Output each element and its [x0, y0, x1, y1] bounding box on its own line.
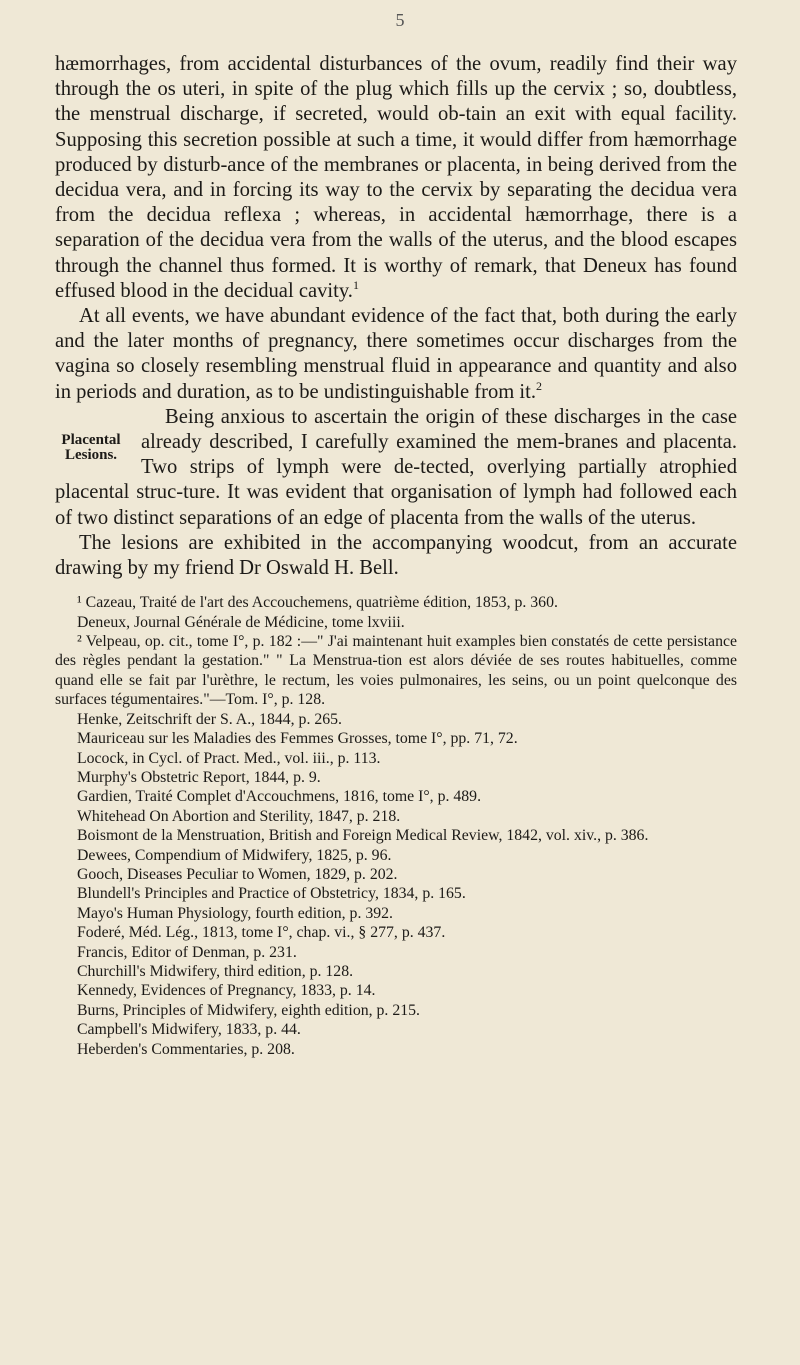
paragraph-2-text: At all events, we have abundant evidence of the fact that, both during the early and the later months of pregnancy, there sometimes occur discharges from the vagina so closely resembling menstrual fluid in appearance and quantity and also in periods and duration, as to be undistinguishable from it. — [55, 305, 737, 403]
footnote: Gardien, Traité Complet d'Accouchmens, 1816, tome I°, p. 489. — [77, 788, 482, 806]
footnote: Murphy's Obstetric Report, 1844, p. 9. — [77, 768, 321, 786]
footnote: Campbell's Midwifery, 1833, p. 44. — [77, 1021, 301, 1039]
page-number: 5 — [395, 10, 405, 30]
margin-note: Placental Lesions. — [61, 431, 121, 463]
footnote: ¹ Cazeau, Traité de l'art des Accouchemens, quatrième édition, 1853, p. 360. — [77, 594, 558, 612]
footnote: Gooch, Diseases Peculiar to Women, 1829, p. 202. — [77, 865, 398, 883]
footnote: Mayo's Human Physiology, fourth edition, p. 392. — [77, 904, 393, 922]
body-text — [55, 52, 737, 1059]
footnote-ref-1: 1 — [352, 277, 359, 292]
paragraph-1-text: hæmorrhages, from accidental disturbances of the ovum, readily find their way through the os uteri, in spite of the plug which fills up the cervix ; so, doubtless, the menstrual discharge, if secreted, would ob-tain an exit with equal facility. Supposing this secretion possible at such a time, it would differ from hæmorrhage produced by disturb-ance of the membranes or placenta, in being derived from the decidua vera, and in forcing its way to the cervix by separating the decidua vera from the decidua reflexa ; whereas, in accidental hæmorrhage, there is a separation of the decidua vera from the walls of the uterus, and the blood escapes through the channel thus formed. It is worthy of remark, that Deneux has found effused blood in the decidual cavity. — [55, 53, 737, 302]
paragraph-4: The lesions are exhibited in the accompanying woodcut, from an accurate drawing by my friend Dr Oswald H. Bell. — [55, 531, 737, 580]
paragraph-1 — [55, 52, 737, 304]
footnote: Foderé, Méd. Lég., 1813, tome I°, chap. vi., § 277, p. 437. — [77, 924, 446, 942]
footnote: Burns, Principles of Midwifery, eighth edition, p. 215. — [77, 1001, 420, 1019]
paragraph-2 — [55, 304, 737, 405]
footnote: ² Velpeau, op. cit., tome I°, p. 182 :—" J'ai maintenant huit examples bien constatés de cette persistance des règles pendant la gestation." " La Menstrua-tion est alors déviée de ses routes habituelles, comme quand elle se fait par l'urèthre, le rectum, les voies pulmonaires, les seins, ou un point quelconque des surfaces tégumentaires."—Tom. I°, p. 128. — [55, 633, 737, 709]
footnote: Blundell's Principles and Practice of Obstetricy, 1834, p. 165. — [77, 885, 466, 903]
paragraph-3: Being anxious to ascertain the origin of these discharges in the case already described, I carefully examined the mem-branes and placenta. Two strips of lymph were de-tected, overlying partially atrophied placental struc-ture. It was evident that organisation of lymph had followed each of two distinct separations of an edge of placenta from the walls of the uterus. — [55, 405, 737, 529]
footnote: Dewees, Compendium of Midwifery, 1825, p. 96. — [77, 846, 392, 864]
footnote: Deneux, Journal Générale de Médicine, tome lxviii. — [77, 613, 405, 631]
footnote: Mauriceau sur les Maladies des Femmes Grosses, tome I°, pp. 71, 72. — [77, 730, 518, 748]
footnotes — [55, 593, 737, 1059]
footnote: Whitehead On Abortion and Sterility, 1847, p. 218. — [77, 807, 401, 825]
footnote: Kennedy, Evidences of Pregnancy, 1833, p. 14. — [77, 982, 376, 1000]
footnote: Heberden's Commentaries, p. 208. — [77, 1040, 295, 1058]
footnote: Francis, Editor of Denman, p. 231. — [77, 943, 297, 961]
paragraph-3-wrap — [55, 405, 737, 531]
footnote-ref-2: 2 — [536, 378, 543, 393]
footnote: Henke, Zeitschrift der S. A., 1844, p. 265. — [77, 710, 342, 728]
footnote: Churchill's Midwifery, third edition, p. 128. — [77, 962, 354, 980]
footnote: Boismont de la Menstruation, British and Foreign Medical Review, 1842, vol. xiv., p. 386. — [77, 827, 649, 845]
footnote: Locock, in Cycl. of Pract. Med., vol. iii., p. 113. — [77, 749, 381, 767]
